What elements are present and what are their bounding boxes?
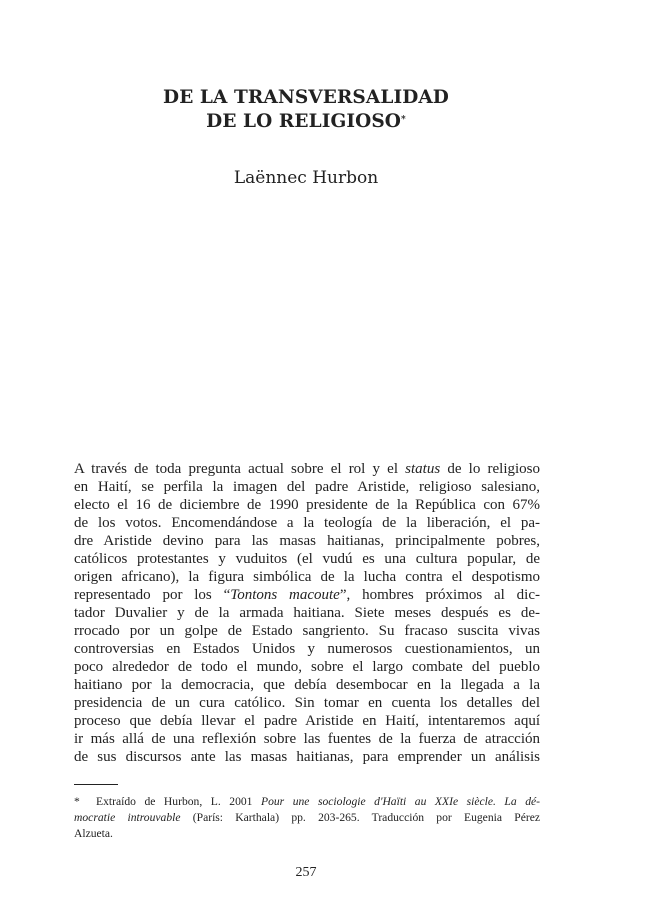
body-text-run: A través de toda pregunta actual sobre el rol y el — [74, 461, 406, 477]
body-line — [74, 586, 540, 604]
author-name: Laënnec Hurbon — [233, 168, 379, 188]
footnote-line — [74, 810, 540, 826]
body-italic-run: status — [405, 461, 441, 477]
footnote-text-run: (París: Karthala) pp. 203-265. Traducción por Eugenia Pérez — [180, 811, 540, 824]
footnote-line: Alzueta. — [74, 827, 113, 840]
body-text-run: de lo religioso — [440, 461, 540, 477]
footnote-italic-run: mocratie introuvable — [74, 811, 181, 824]
body-line: origen africano), la figura simbólica de la lucha contra el despotismo — [74, 569, 540, 585]
body-line: tador Duvalier y de la armada haitiana. Siete meses después es de- — [74, 605, 540, 621]
body-text — [74, 460, 540, 766]
footnote — [74, 794, 540, 842]
body-line: haitiano por la democracia, que debía desembocar en la llegada a la — [74, 677, 540, 693]
body-text-run: ”, hombres próximos al dic- — [339, 587, 540, 603]
body-line: proceso que debía llevar el padre Aristide en Haití, intentaremos aquí — [74, 713, 540, 729]
body-line: electo el 16 de diciembre de 1990 presidente de la República con 67% — [74, 497, 540, 513]
title-line-2-text: DE LO RELIGIOSO — [206, 111, 402, 132]
body-line: católicos protestantes y vuduitos (el vudú es una cultura popular, de — [74, 551, 540, 567]
body-line: ir más allá de una reflexión sobre las fuentes de la fuerza de atracción — [74, 731, 540, 747]
body-line: de sus discursos ante las masas haitianas, para emprender un análisis — [74, 749, 540, 765]
body-line: rrocado por un golpe de Estado sangriento. Su fracaso suscita vivas — [74, 623, 540, 639]
body-line: en Haití, se perfila la imagen del padre Aristide, religioso salesiano, — [74, 479, 540, 495]
body-line: de los votos. Encomendándose a la teología de la liberación, el pa- — [74, 515, 540, 531]
footnote-divider — [74, 784, 118, 785]
footnote-italic-run: Pour une sociologie d'Haïti au XXIe siècle. La dé- — [261, 795, 541, 808]
footnote-text-run: Extraído de Hurbon, L. 2001 — [96, 795, 261, 808]
title-line-2 — [0, 110, 612, 134]
body-line: controversias en Estados Unidos y numerosos cuestionamientos, un — [74, 641, 540, 657]
body-line: presidencia de un cura católico. Sin tomar en cuenta los detalles del — [74, 695, 540, 711]
body-italic-run: Tontons macoute — [230, 587, 340, 603]
footnote-line — [74, 794, 540, 810]
body-line — [74, 460, 540, 478]
title-footnote-mark: * — [401, 115, 406, 125]
body-line: dre Aristide devino para las masas haitianas, principalmente pobres, — [74, 533, 540, 549]
page-number: 257 — [295, 865, 317, 880]
footnote-mark: * — [74, 795, 80, 808]
body-text-run: representado por los “ — [74, 587, 231, 603]
article-title — [0, 86, 612, 134]
title-line-1: DE LA TRANSVERSALIDAD — [163, 87, 449, 108]
body-line: poco alrededor de todo el mundo, sobre el largo combate del pueblo — [74, 659, 540, 675]
